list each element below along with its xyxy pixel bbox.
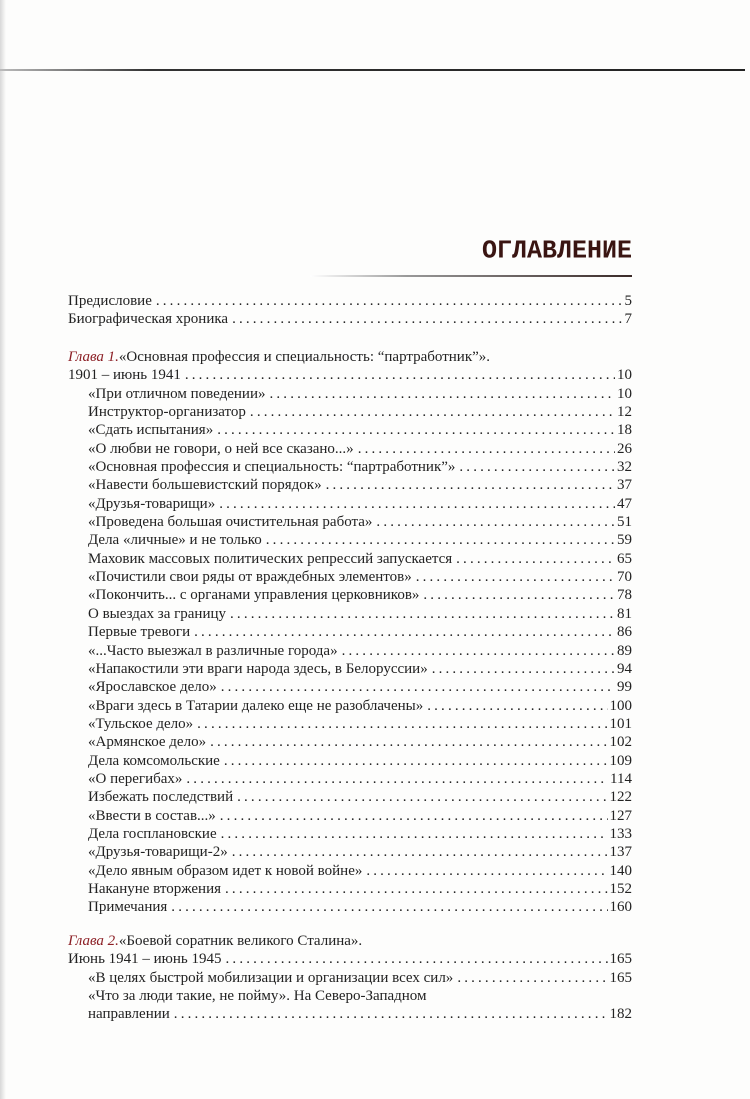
dot-leader <box>456 550 615 568</box>
entry-title: «Ввести в состав...» <box>88 807 216 824</box>
page-number: 101 <box>609 715 632 732</box>
toc-entry[interactable] <box>68 623 632 641</box>
toc-entry[interactable] <box>68 660 632 678</box>
page-number: 12 <box>617 404 632 421</box>
dot-leader <box>225 880 607 898</box>
page-title: ОГЛАВЛЕНИЕ <box>481 235 632 266</box>
entry-title: О выездах за границу <box>88 605 227 622</box>
dot-leader <box>221 825 608 843</box>
dot-leader <box>219 495 615 513</box>
page-number: 89 <box>617 642 632 659</box>
page-number: 59 <box>617 532 632 549</box>
page-number: 86 <box>617 624 632 641</box>
dot-leader <box>217 421 615 439</box>
dot-leader <box>237 788 607 806</box>
toc-entry[interactable] <box>68 862 632 880</box>
toc-entry[interactable] <box>68 292 632 310</box>
entry-title: 1901 – июнь 1941 <box>68 367 181 384</box>
dot-leader <box>230 605 615 623</box>
entry-title: Дела «личные» и не только <box>88 532 262 549</box>
toc-entry[interactable] <box>68 950 632 968</box>
toc-entry[interactable] <box>68 421 632 439</box>
page-number: 122 <box>609 789 632 806</box>
dot-leader <box>358 440 615 458</box>
entry-title: «Дело явным образом идет к новой войне» <box>88 862 363 879</box>
toc-entry[interactable] <box>68 733 632 751</box>
dot-leader <box>416 568 615 586</box>
page-number: 78 <box>617 587 632 604</box>
entry-title: «Армянское дело» <box>88 734 207 751</box>
toc-entry[interactable] <box>68 458 632 476</box>
dot-leader <box>250 403 615 421</box>
toc-entry[interactable] <box>68 568 632 586</box>
entry-title: «Проведена большая очистительная работа» <box>88 514 373 531</box>
toc-entry[interactable] <box>68 513 632 531</box>
page-number: 51 <box>617 514 632 531</box>
entry-title: «Напакостили эти враги народа здесь, в Белоруссии» <box>88 660 428 677</box>
dot-leader <box>270 385 616 403</box>
page-number: 160 <box>609 899 632 916</box>
title-underline <box>310 275 632 277</box>
toc-entry[interactable] <box>68 843 632 861</box>
chapter-title: «Основная профессия и специальность: “партработник”». <box>118 349 491 365</box>
dot-leader <box>221 678 615 696</box>
toc-entry[interactable] <box>68 788 632 806</box>
toc-entry[interactable] <box>68 403 632 421</box>
page-number: 94 <box>617 660 632 677</box>
entry-title: «О перегибах» <box>88 770 183 787</box>
dot-leader <box>186 770 608 788</box>
chapter-label: Глава 2. <box>68 933 119 949</box>
toc-entry[interactable] <box>68 697 632 715</box>
dot-leader <box>174 1005 608 1023</box>
page-number: 127 <box>609 807 632 824</box>
chapter-title: «Боевой соратник великого Сталина». <box>118 933 363 949</box>
chapter-heading[interactable] <box>68 932 632 950</box>
dot-leader <box>366 862 607 880</box>
toc-entry[interactable] <box>68 586 632 604</box>
entry-title: Первые тревоги <box>88 624 191 641</box>
entry-title: «Враги здесь в Татарии далеко еще не разоблачены» <box>88 697 424 714</box>
toc-entry[interactable] <box>68 880 632 898</box>
dot-leader <box>432 660 615 678</box>
toc-entry[interactable] <box>68 366 632 384</box>
toc-chapter-1 <box>68 348 632 917</box>
toc-front-matter <box>68 292 632 329</box>
page-number: 5 <box>624 293 632 309</box>
page-number: 7 <box>624 311 632 328</box>
page-number: 47 <box>617 495 632 512</box>
page-number: 137 <box>609 844 632 861</box>
toc-entry[interactable] <box>68 969 632 987</box>
dot-leader <box>220 807 608 825</box>
top-rule <box>0 69 745 71</box>
toc-entry[interactable] <box>68 678 632 696</box>
chapter-heading[interactable] <box>68 348 632 366</box>
toc-entry[interactable] <box>68 807 632 825</box>
scan-binding-shadow <box>0 0 6 1099</box>
page-number: 152 <box>609 880 632 897</box>
page-number: 133 <box>609 825 632 842</box>
page-number: 10 <box>617 385 632 402</box>
page-number: 165 <box>609 951 632 968</box>
entry-title: Маховик массовых политических репрессий запускается <box>88 550 453 567</box>
toc-entry-first-line[interactable] <box>68 987 632 1005</box>
dot-leader <box>266 531 615 549</box>
dot-leader <box>376 513 615 531</box>
entry-title: «Основная профессия и специальность: “партработник”» <box>88 459 456 476</box>
toc-entry[interactable] <box>68 1005 632 1023</box>
dot-leader <box>232 843 608 861</box>
dot-leader <box>423 586 615 604</box>
entry-title: Инструктор-организатор <box>88 404 246 421</box>
entry-title: «Что за люди такие, не пойму». На Северо-Западном <box>88 988 427 1005</box>
dot-leader <box>459 458 615 476</box>
page-number: 70 <box>617 569 632 586</box>
toc-entry[interactable] <box>68 605 632 623</box>
entry-title: «О любви не говори, о ней все сказано...» <box>88 440 354 457</box>
toc-entry[interactable] <box>68 752 632 770</box>
page-number: 10 <box>617 367 632 384</box>
page-number: 99 <box>617 679 632 696</box>
page-number: 182 <box>609 1006 632 1023</box>
dot-leader <box>326 476 615 494</box>
dot-leader <box>210 733 607 751</box>
entry-title: Дела госплановские <box>88 825 217 842</box>
toc-entry[interactable] <box>68 476 632 494</box>
page-number: 37 <box>617 477 632 494</box>
entry-title: Дела комсомольские <box>88 752 220 769</box>
dot-leader <box>156 292 623 310</box>
page-number: 81 <box>617 605 632 622</box>
entry-title: «Друзья-товарищи-2» <box>88 844 228 861</box>
entry-title: Примечания <box>88 899 168 916</box>
page-number: 18 <box>617 422 632 439</box>
entry-title: Избежать последствий <box>88 789 234 806</box>
entry-title: «Ярославское дело» <box>88 679 217 696</box>
chapter-label: Глава 1. <box>68 349 119 365</box>
entry-title: Накануне вторжения <box>88 880 222 897</box>
toc-entry[interactable] <box>68 531 632 549</box>
entry-title: «При отличном поведении» <box>88 385 266 402</box>
toc-entry[interactable] <box>68 825 632 843</box>
dot-leader <box>427 697 607 715</box>
dot-leader <box>171 898 607 916</box>
dot-leader <box>185 366 615 384</box>
dot-leader <box>342 642 615 660</box>
entry-title: Предисловие <box>68 293 152 309</box>
toc-entry[interactable] <box>68 385 632 403</box>
dot-leader <box>457 969 607 987</box>
entry-title: «Сдать испытания» <box>88 422 214 439</box>
entry-title: «Покончить... с органами управления церковников» <box>88 587 420 604</box>
toc-entry[interactable] <box>68 642 632 660</box>
entry-title: Биографическая хроника <box>68 311 229 328</box>
page-number: 114 <box>610 770 632 787</box>
page-number: 102 <box>609 734 632 751</box>
entry-title: «Навести большевистский порядок» <box>88 477 322 494</box>
dot-leader <box>232 310 622 328</box>
page-number: 100 <box>609 697 632 714</box>
toc-entry[interactable] <box>68 770 632 788</box>
entry-title: «В целях быстрой мобилизации и организации всех сил» <box>88 969 454 986</box>
entry-title: «Друзья-товарищи» <box>88 495 216 512</box>
dot-leader <box>226 950 608 968</box>
entry-title: «Почистили свои ряды от враждебных элементов» <box>88 569 412 586</box>
dot-leader <box>224 752 608 770</box>
toc-entry[interactable] <box>68 715 632 733</box>
entry-title: «...Часто выезжал в различные города» <box>88 642 338 659</box>
toc-entry[interactable] <box>68 440 632 458</box>
entry-title: «Тульское дело» <box>88 715 194 732</box>
entry-title: направлении <box>88 1006 170 1023</box>
dot-leader <box>194 623 615 641</box>
toc-entry[interactable] <box>68 310 632 328</box>
entry-title: Июнь 1941 – июнь 1945 <box>68 951 222 968</box>
toc-entry[interactable] <box>68 898 632 916</box>
page-number: 165 <box>609 969 632 986</box>
toc-entry[interactable] <box>68 495 632 513</box>
page-number: 65 <box>617 550 632 567</box>
dot-leader <box>197 715 607 733</box>
page-number: 140 <box>609 862 632 879</box>
toc-entry[interactable] <box>68 550 632 568</box>
page-number: 109 <box>609 752 632 769</box>
page-number: 32 <box>617 459 632 476</box>
page-number: 26 <box>617 440 632 457</box>
toc-chapter-2 <box>68 932 632 1024</box>
